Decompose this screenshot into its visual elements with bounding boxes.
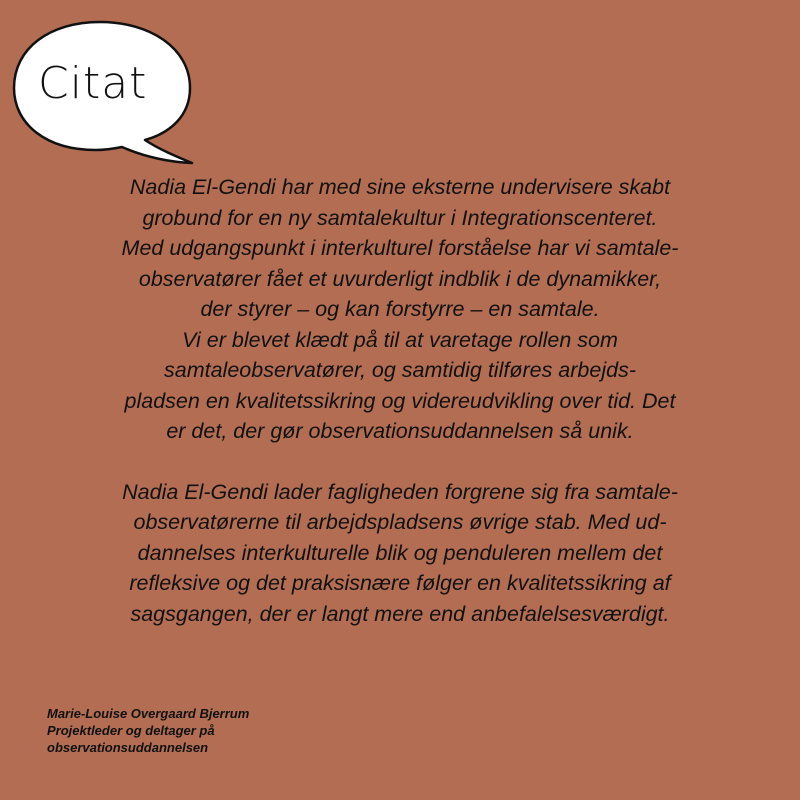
quote-line: pladsen en kvalitetssikring og videreudvikling over tid. Det <box>124 388 676 413</box>
quote-line: dannelses interkulturelle blik og penduleren mellem det <box>137 540 663 565</box>
attribution-role: observationsuddannelsen <box>47 740 209 755</box>
quote-line: observatørerne til arbejdspladsens øvrige stab. Med ud- <box>133 510 667 534</box>
paragraph-spacer <box>40 447 760 477</box>
quote-line: observatører fået et uvurderligt indblik i de dynamikker, <box>138 266 662 291</box>
quote-line: refleksive og det praksisnære følger en kvalitetssikring af <box>129 571 671 595</box>
quote-line: Vi er blevet klædt på til at varetage rollen som <box>182 327 618 352</box>
quote-line: Med udgangspunkt i interkulturel forståelse har vi samtale- <box>121 236 679 260</box>
quote-line: Nadia El-Gendi har med sine eksterne undervisere skabt <box>129 175 671 199</box>
bubble-label: Citat <box>38 58 148 109</box>
quote-line: er det, der gør observationsuddannelsen så unik. <box>166 419 634 443</box>
attribution-name: Marie-Louise Overgaard Bjerrum <box>47 706 250 721</box>
quote-line: samtaleobservatører, og samtidig tilføres arbejds- <box>164 358 636 382</box>
attribution-role: Projektleder og deltager på <box>47 723 215 738</box>
quote-line: sagsgangen, der er langt mere end anbefalelsesværdigt. <box>130 601 670 626</box>
quote-line: der styrer – og kan forstyrre – en samtale. <box>200 297 600 321</box>
attribution <box>47 705 249 756</box>
speech-bubble <box>0 0 200 170</box>
quote-line: Nadia El-Gendi lader fagligheden forgrene sig fra samtale- <box>122 479 678 504</box>
quote-line: grobund for en ny samtalekultur i Integrationscenteret. <box>142 205 658 230</box>
quote-text <box>40 172 760 629</box>
